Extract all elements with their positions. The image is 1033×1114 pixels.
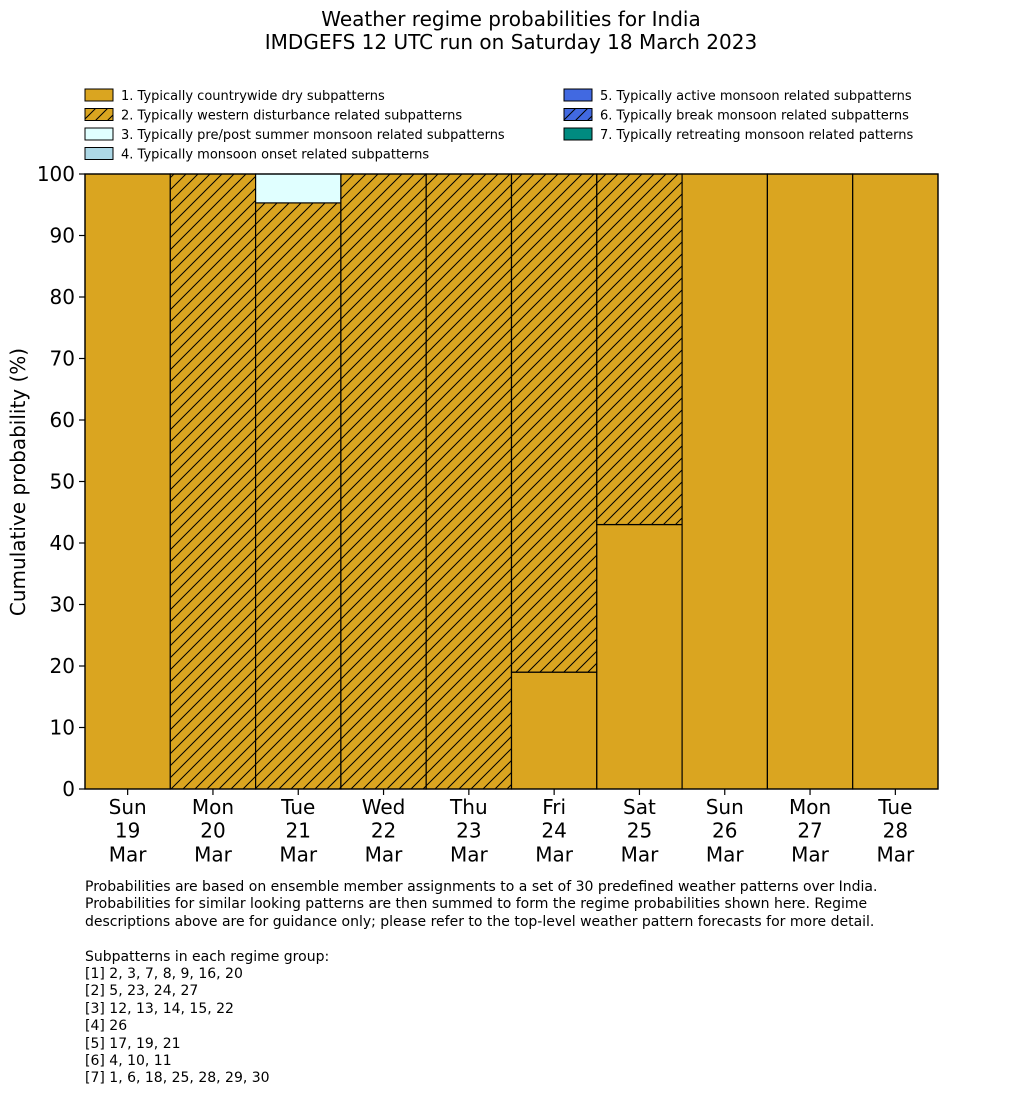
group-line-7: [7] 1, 6, 18, 25, 28, 29, 30 bbox=[85, 1070, 270, 1087]
group-line-4: [4] 26 bbox=[85, 1018, 128, 1035]
legend-swatch bbox=[85, 128, 113, 140]
legend-item-4 bbox=[85, 148, 429, 163]
x-tick-label-line: Sun bbox=[108, 795, 147, 819]
x-tick-label-tue-21-mar bbox=[279, 795, 318, 866]
chart-subtitle: IMDGEFS 12 UTC run on Saturday 18 March 2023 bbox=[264, 30, 758, 54]
bar-tue-21-mar-series-2-hatch bbox=[256, 203, 341, 789]
bar-sun-26-mar-series-1 bbox=[682, 174, 767, 789]
legend-item-5 bbox=[564, 89, 912, 104]
x-tick-label-mon-27-mar bbox=[789, 795, 831, 866]
bar-sat-25-mar-series-1 bbox=[597, 525, 682, 789]
x-axis bbox=[109, 789, 915, 866]
legend-swatch bbox=[564, 128, 592, 140]
legend-label: 1. Typically countrywide dry subpatterns bbox=[121, 89, 385, 104]
y-tick-label-80: 80 bbox=[49, 285, 75, 309]
group-line-2: [2] 5, 23, 24, 27 bbox=[85, 983, 199, 1000]
x-tick-label-line: 25 bbox=[626, 818, 653, 843]
x-tick-label-line: 24 bbox=[541, 818, 567, 843]
groups-heading: Subpatterns in each regime group: bbox=[85, 948, 330, 965]
x-tick-label-line: Sat bbox=[623, 795, 656, 819]
legend-item-6 bbox=[564, 109, 909, 124]
legend-label: 3. Typically pre/post summer monsoon related subpatterns bbox=[121, 128, 505, 143]
x-tick-label-line: Thu bbox=[450, 795, 488, 819]
x-tick-label-sun-26-mar bbox=[706, 795, 745, 866]
legend-item-2 bbox=[85, 109, 462, 124]
notes-section bbox=[85, 879, 985, 1088]
x-tick-label-line: Fri bbox=[542, 795, 567, 819]
y-tick-label-90: 90 bbox=[49, 223, 75, 248]
x-tick-label-tue-28-mar bbox=[876, 795, 915, 866]
x-tick-label-line: Mar bbox=[194, 842, 232, 867]
x-tick-label-sun-19-mar bbox=[109, 795, 148, 866]
legend-swatch-hatch bbox=[564, 109, 592, 121]
x-tick-label-line: Mar bbox=[279, 842, 318, 867]
y-tick-label-50: 50 bbox=[49, 469, 75, 494]
y-tick-label-40: 40 bbox=[49, 531, 75, 555]
y-axis bbox=[37, 162, 85, 801]
x-tick-label-mon-20-mar bbox=[192, 795, 234, 866]
bar-fri-24-mar-series-1 bbox=[512, 672, 597, 789]
y-tick-label-60: 60 bbox=[49, 408, 75, 432]
x-tick-label-line: 27 bbox=[797, 818, 823, 843]
x-tick-label-line: 28 bbox=[882, 818, 909, 843]
x-tick-label-line: Mar bbox=[705, 842, 744, 867]
group-line-3: [3] 12, 13, 14, 15, 22 bbox=[85, 1000, 234, 1017]
x-tick-label-thu-23-mar bbox=[449, 795, 488, 866]
x-tick-label-line: Mar bbox=[791, 842, 829, 867]
legend-swatch bbox=[85, 89, 113, 101]
x-tick-label-line: Mar bbox=[364, 842, 403, 867]
legend-item-7 bbox=[564, 128, 913, 143]
chart-title: Weather regime probabilities for India bbox=[321, 7, 701, 31]
bar-fri-24-mar-series-2-hatch bbox=[512, 174, 597, 672]
group-line-6: [6] 4, 10, 11 bbox=[85, 1053, 172, 1070]
bar-mon-27-mar-series-1 bbox=[767, 174, 852, 789]
y-tick-label-30: 30 bbox=[49, 592, 75, 617]
bars bbox=[85, 174, 938, 789]
note-line-3: descriptions above are for guidance only; please refer to the top-level weather pattern forecasts for more detail. bbox=[85, 913, 875, 930]
x-tick-label-line: 20 bbox=[200, 818, 226, 843]
x-tick-label-wed-22-mar bbox=[362, 795, 406, 866]
y-tick-label-10: 10 bbox=[49, 715, 75, 740]
bar-wed-22-mar-series-2-hatch bbox=[341, 174, 426, 789]
x-tick-label-line: 21 bbox=[285, 818, 311, 843]
note-line-1: Probabilities are based on ensemble member assignments to a set of 30 predefined weather patterns over India. bbox=[85, 879, 878, 895]
legend-item-1 bbox=[85, 89, 385, 104]
x-tick-label-line: Sun bbox=[705, 795, 744, 819]
group-line-1: [1] 2, 3, 7, 8, 9, 16, 20 bbox=[85, 966, 243, 983]
y-tick-label-100: 100 bbox=[36, 162, 75, 186]
legend bbox=[85, 89, 913, 163]
legend-label: 5. Typically active monsoon related subpatterns bbox=[600, 89, 912, 104]
x-tick-label-line: Mar bbox=[876, 842, 915, 867]
x-tick-label-sat-25-mar bbox=[621, 795, 660, 866]
x-tick-label-line: Mar bbox=[620, 842, 659, 867]
legend-item-3 bbox=[85, 128, 505, 143]
bar-sat-25-mar-series-2-hatch bbox=[597, 174, 682, 525]
x-tick-label-line: Mon bbox=[788, 795, 832, 819]
legend-label: 2. Typically western disturbance related subpatterns bbox=[121, 108, 463, 124]
x-tick-label-line: Wed bbox=[361, 795, 406, 819]
legend-label: 4. Typically monsoon onset related subpatterns bbox=[121, 147, 430, 163]
legend-swatch bbox=[85, 148, 113, 160]
x-tick-label-line: Mon bbox=[191, 795, 235, 819]
x-tick-label-line: 23 bbox=[456, 818, 482, 843]
x-tick-label-line: Mar bbox=[108, 842, 147, 867]
x-tick-label-line: 22 bbox=[370, 818, 397, 843]
y-tick-label-20: 20 bbox=[49, 654, 75, 678]
y-axis-label: Cumulative probability (%) bbox=[6, 347, 30, 617]
x-tick-label-line: Mar bbox=[535, 842, 574, 867]
bar-thu-23-mar-series-2-hatch bbox=[426, 174, 511, 789]
group-line-5: [5] 17, 19, 21 bbox=[85, 1035, 181, 1052]
y-tick-label-70: 70 bbox=[49, 346, 75, 371]
x-tick-label-line: Mar bbox=[449, 842, 488, 867]
x-tick-label-line: Tue bbox=[281, 795, 316, 819]
y-tick-label-0: 0 bbox=[62, 777, 75, 801]
bar-sun-19-mar-series-1 bbox=[85, 174, 170, 789]
note-line-2: Probabilities for similar looking patterns are then summed to form the regime probabilities shown here. Regime bbox=[85, 896, 868, 913]
x-tick-label-line: 19 bbox=[114, 818, 141, 843]
x-tick-label-line: 26 bbox=[712, 818, 738, 843]
x-tick-label-line: Tue bbox=[878, 795, 913, 819]
bar-tue-28-mar-series-1 bbox=[853, 174, 938, 789]
bar-tue-21-mar-series-3 bbox=[256, 174, 341, 203]
legend-swatch-hatch bbox=[85, 109, 113, 121]
bar-mon-20-mar-series-2-hatch bbox=[170, 174, 255, 789]
legend-swatch bbox=[564, 89, 592, 101]
x-tick-label-fri-24-mar bbox=[535, 795, 574, 866]
legend-label: 7. Typically retreating monsoon related patterns bbox=[600, 128, 914, 143]
legend-label: 6. Typically break monsoon related subpatterns bbox=[600, 108, 909, 124]
